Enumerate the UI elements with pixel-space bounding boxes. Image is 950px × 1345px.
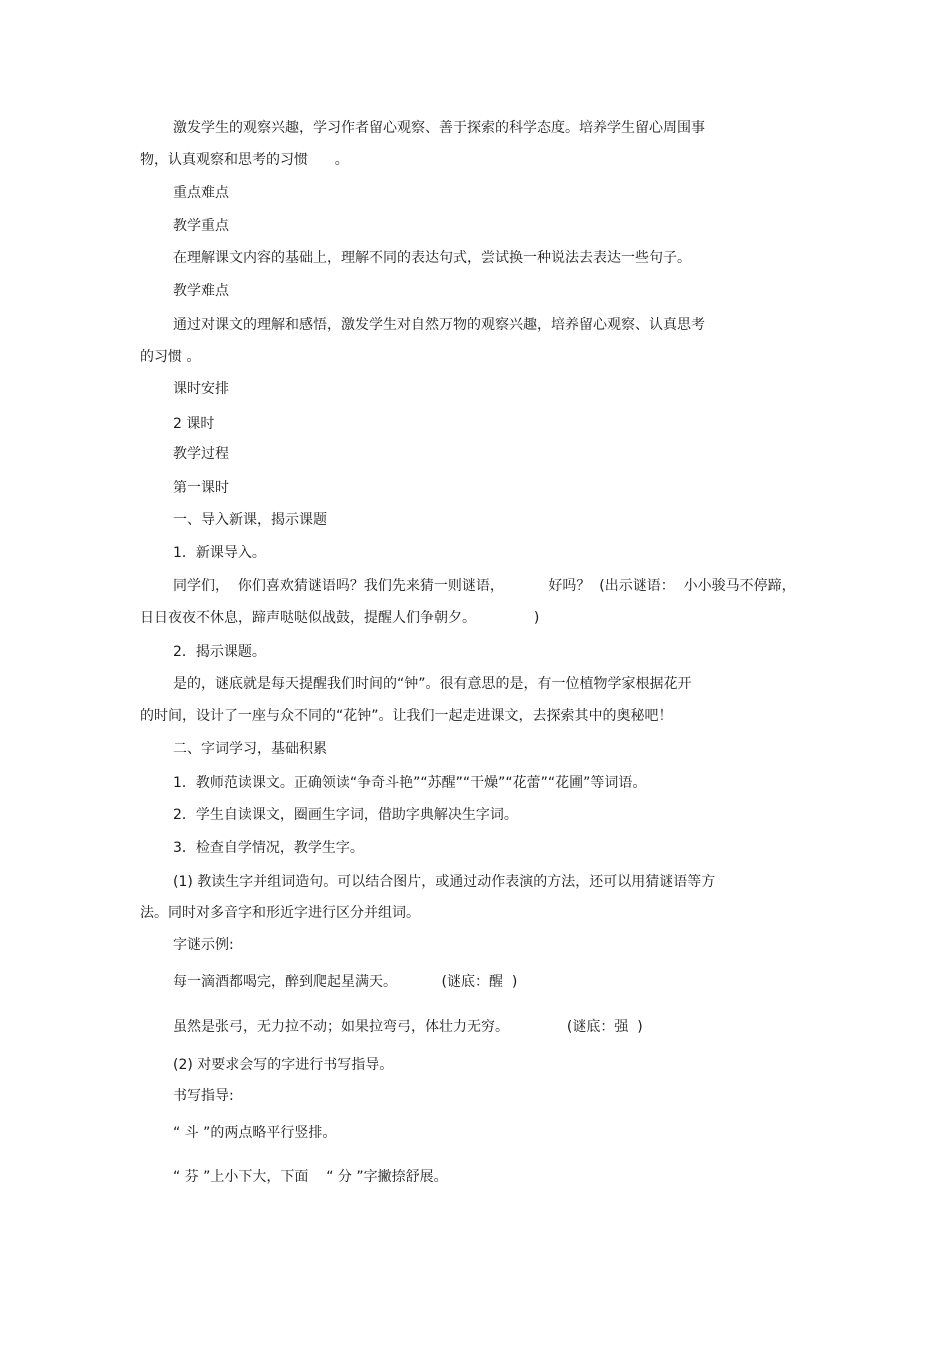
section-heading: 教学难点 bbox=[173, 283, 229, 299]
text-line: 的习惯 。 bbox=[140, 349, 201, 365]
text-line: 是的，谜底就是每天提醒我们时间的“钟”。很有意思的是，有一位植物学家根据花开 bbox=[173, 676, 692, 692]
text-line: 物，认真观察和思考的习惯 。 bbox=[140, 152, 349, 168]
text-line: (1) 教读生字并组词造句。可以结合图片，或通过动作表演的方法，还可以用猜谜语等方 bbox=[173, 874, 716, 890]
text-line: 法。同时对多音字和形近字进行区分并组词。 bbox=[140, 905, 420, 921]
text-line: 在理解课文内容的基础上，理解不同的表达句式，尝试换一种说法去表达一些句子。 bbox=[173, 250, 691, 266]
text-line: “ 芬 ”上小下大，下面 “ 分 ”字撇捺舒展。 bbox=[173, 1169, 448, 1185]
list-item: 2．揭示课题。 bbox=[173, 644, 266, 660]
text-line: (2) 对要求会写的字进行书写指导。 bbox=[173, 1057, 394, 1073]
text-line: 通过对课文的理解和感悟，激发学生对自然万物的观察兴趣，培养留心观察、认真思考 bbox=[173, 317, 705, 333]
section-heading: 二、字词学习，基础积累 bbox=[173, 741, 327, 757]
text-line: “ 斗 ”的两点略平行竖排。 bbox=[173, 1125, 337, 1141]
text-line: 同学们， 你们喜欢猜谜语吗？我们先来猜一则谜语， 好吗？ (出示谜语： 小小骏马不停蹄， bbox=[173, 578, 796, 594]
section-heading: 重点难点 bbox=[173, 185, 229, 201]
text-line: 的时间，设计了一座与众不同的“花钟”。让我们一起走进课文，去探索其中的奥秘吧！ bbox=[140, 708, 673, 724]
section-heading: 教学重点 bbox=[173, 218, 229, 234]
list-item: 2．学生自读课文，圈画生字词，借助字典解决生字词。 bbox=[173, 807, 518, 823]
text-line: 书写指导: bbox=[173, 1088, 234, 1104]
list-item: 1．教师范读课文。正确领读“争奇斗艳”“苏醒”“干燥”“花蕾”“花圃”等词语。 bbox=[173, 775, 647, 791]
list-item: 3．检查自学情况，教学生字。 bbox=[173, 840, 364, 856]
section-heading: 课时安排 bbox=[173, 381, 229, 397]
section-heading: 教学过程 bbox=[173, 446, 229, 462]
text-line: 每一滴酒都喝完，醉到爬起星满天。 (谜底：醒 ) bbox=[173, 974, 518, 990]
list-item: 1．新课导入。 bbox=[173, 545, 266, 561]
text-line: 2 课时 bbox=[173, 416, 215, 432]
text-line: 虽然是张弓，无力拉不动；如果拉弯弓，体壮力无穷。 (谜底：强 ) bbox=[173, 1019, 643, 1035]
text-line: 字谜示例: bbox=[173, 937, 234, 953]
section-heading: 第一课时 bbox=[173, 480, 229, 496]
section-heading: 一、导入新课，揭示课题 bbox=[173, 512, 327, 528]
text-line: 激发学生的观察兴趣，学习作者留心观察、善于探索的科学态度。培养学生留心周围事 bbox=[173, 120, 705, 136]
text-line: 日日夜夜不休息，蹄声哒哒似战鼓，提醒人们争朝夕。 ) bbox=[140, 610, 540, 626]
